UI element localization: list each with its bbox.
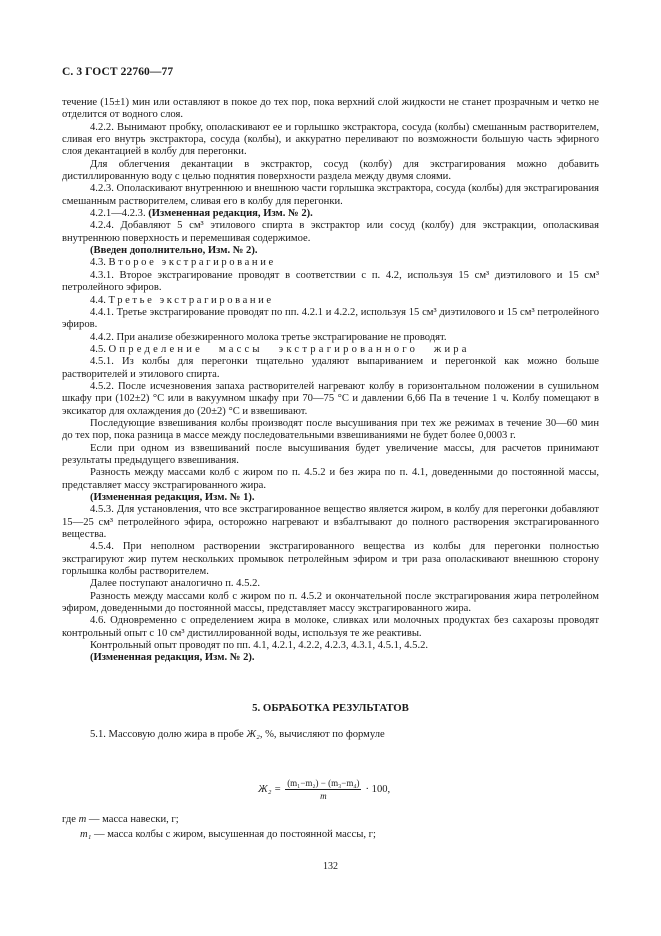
where-lead: где [62, 814, 79, 825]
body-paragraph: 4.5.4. При неполном растворении экстрагированного вещества из колбы для перегонки полностью экстрагируют жир путем нескольких промывок петролейным эфиром и три раза ополаскивают внешнюю сторону горлышка колбы растворителем. [62, 541, 599, 578]
formula-tail: · 100, [365, 784, 391, 795]
body-paragraph: Разность между массами колб с жиром по п. 4.5.2 и без жира по п. 4.1, доведенными до постоянной массы, представляет массу экстрагированного жира. [62, 467, 599, 491]
body-paragraph: 4.2.2. Вынимают пробку, ополаскивают ее и горлышко экстрактора, сосуда (колбы) смешанным растворителем, сливая его внутрь экстрактора, сосуда (колбы), и аккуратно переливают по возможности большую часть эфирного слоя декантацией в колбу для перегонки. [62, 121, 599, 158]
body-paragraph: 4.5.1. Из колбы для перегонки тщательно удаляют выпариванием и перегонкой как можно больше растворителей и этилового спирта. [62, 356, 599, 380]
document-body [62, 97, 599, 665]
formula-denominator: m [320, 791, 327, 801]
body-paragraph: (Измененная редакция, Изм. № 2). [90, 652, 255, 664]
body-paragraph: 4.2.1—4.2.3. (Измененная редакция, Изм. № 2). [90, 208, 313, 220]
body-paragraph: (Введен дополнительно, Изм. № 2). [90, 245, 258, 257]
body-paragraph: 4.4. Третье экстрагирование [90, 294, 274, 306]
paragraph-5-1 [90, 729, 599, 740]
p51-before: 5.1. Массовую долю жира в пробе [90, 729, 247, 740]
body-paragraph: Далее поступают аналогично п. 4.5.2. [90, 578, 261, 590]
body-paragraph: Контрольный опыт проводят по пп. 4.1, 4.2.1, 4.2.2, 4.2.3, 4.3.1, 4.5.1, 4.5.2. [90, 640, 429, 652]
formula [258, 778, 390, 801]
p51-after: , %, вычисляют по формуле [259, 729, 385, 740]
formula-lhs: Ж₂ = [258, 784, 282, 795]
body-paragraph: 4.4.2. При анализе обезжиренного молока третье экстрагирование не проводят. [90, 331, 447, 343]
formula-numerator: (m₁−m₂) − (m₃−m₄) [287, 778, 360, 788]
body-paragraph: Для облегчения декантации в экстрактор, сосуд (колбу) для экстрагирования можно добавить дистиллированную воду с целью поднятия поверхности раздела между двумя слоями. [62, 158, 599, 183]
where-symbol: m₁ [80, 829, 92, 840]
where-symbol: m [78, 814, 87, 825]
page-number: 132 [323, 861, 338, 872]
formula-fraction [285, 778, 361, 801]
body-paragraph: Разность между массами колб с жиром по п. 4.5.2 и окончательной после экстрагирования жира петролейном эфиром, доведенными до постоянной массы, представляет массу экстрагированного жира. [62, 590, 599, 615]
section-title: 5. ОБРАБОТКА РЕЗУЛЬТАТОВ [252, 702, 409, 714]
where-text: — масса навески, г; [86, 814, 179, 825]
body-paragraph: 4.2.4. Добавляют 5 см³ этилового спирта в экстрактор или сосуд (колбу) для экстракции, ополаскивая внутреннюю поверхность и перемешивая содержимое. [62, 220, 599, 244]
where-text: — масса колбы с жиром, высушенная до постоянной массы, г; [91, 829, 376, 840]
page-header: С. 3 ГОСТ 22760—77 [62, 66, 174, 78]
body-paragraph: 4.2.3. Ополаскивают внутреннюю и внешнюю части горлышка экстрактора, сосуда (колбы) для экстрагирования смешанным растворителем, сливая его в колбу для перегонки. [62, 183, 599, 207]
body-paragraph: 4.6. Одновременно с определением жира в молоке, сливках или молочных продуктах без сахарозы проводят контрольный опыт с 10 см³ дистиллированной воды, используя те же реактивы. [62, 615, 599, 639]
where-item-1 [62, 814, 179, 825]
body-paragraph: Последующие взвешивания колбы производят после высушивания при тех же режимах в течение 30—60 мин до тех пор, пока разница в массе между последовательными взвешиваниями не будет более 0,0003 г. [62, 417, 599, 442]
body-paragraph: 4.3.1. Второе экстрагирование проводят в соответствии с п. 4.2, используя 15 см³ диэтилового и 15 см³ петролейного эфиров. [62, 269, 599, 294]
p51-symbol: Ж₂ [246, 729, 260, 740]
body-paragraph: 4.3. Второе экстрагирование [90, 257, 276, 269]
body-paragraph: 4.5. Определение массы экстрагированного жира [90, 343, 470, 355]
body-paragraph: течение (15±1) мин или оставляют в покое до тех пор, пока верхний слой жидкости не станет прозрачным и четко не отделится от водного слоя. [62, 97, 599, 121]
where-item-2 [80, 829, 376, 840]
body-paragraph: 4.4.1. Третье экстрагирование проводят по пп. 4.2.1 и 4.2.2, используя 15 см³ диэтилового и 15 см³ петролейного эфиров. [62, 306, 599, 331]
body-paragraph: (Измененная редакция, Изм. № 1). [90, 492, 255, 503]
body-paragraph: 4.5.3. Для установления, что все экстрагированное вещество является жиром, в колбу для перегонки добавляют 15—25 см³ петролейного эфира, осторожно нагревают и взбалтывают до полного растворения экстрагированного вещества. [62, 504, 599, 541]
body-paragraph: 4.5.2. После исчезновения запаха растворителей нагревают колбу в горизонтальном положении в сушильном шкафу при (102±2) °С или в вакуумном шкафу при 70—75 °С и давлении 6,66 Па в течение 1 ч. Колбу помещают в эксикатор для охлаждения до (20±2) °С и взвешивают. [62, 380, 599, 417]
body-paragraph: Если при одном из взвешиваний после высушивания будет увеличение массы, для расчетов принимают результаты предыдущего взвешивания. [62, 442, 599, 466]
